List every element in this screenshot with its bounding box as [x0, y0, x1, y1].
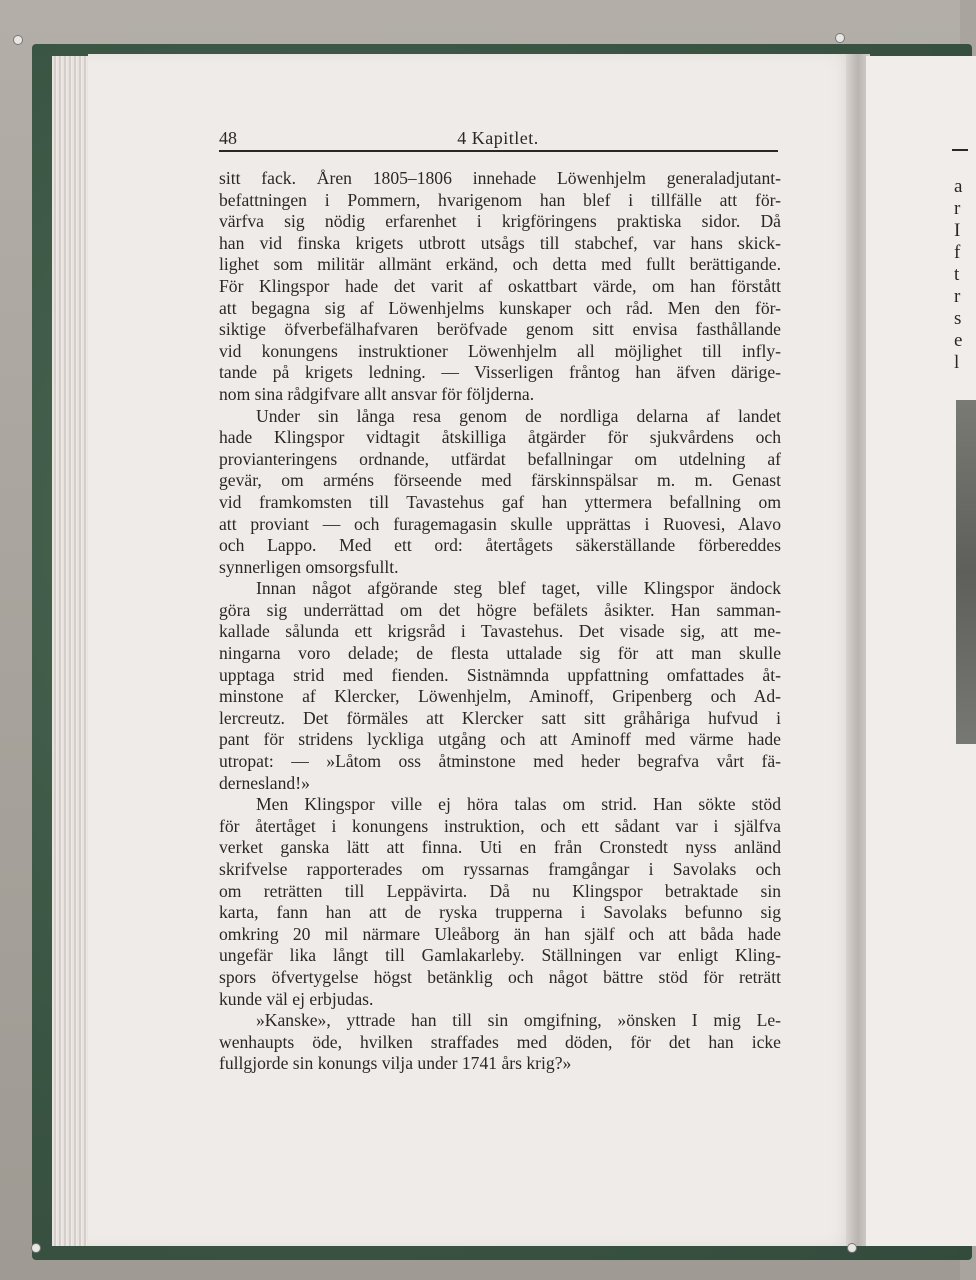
text-line: upptaga strid med fienden. Sistnämnda uppfattning omfattades åt- — [219, 664, 781, 685]
text-line: göra sig underrättad om det högre befälets åsikter. Han samman- — [219, 599, 781, 620]
paragraph — [219, 578, 781, 794]
text-line: Innan något afgörande steg blef taget, ville Klingspor ändock — [256, 578, 781, 599]
facing-page-letter: a — [954, 176, 963, 197]
page-number: 48 — [219, 128, 237, 148]
text-line: omkring 20 mil närmare Uleåborg än han själf och att båda hade — [219, 923, 781, 944]
pin-bottom-right — [848, 1244, 856, 1252]
text-line: siktige öfverbefälhafvaren beröfvade genom sitt envisa fasthållande — [219, 319, 781, 340]
facing-page-letter: e — [954, 330, 963, 351]
text-line: gevär, om arméns förseende med färskinnspälsar m. m. Genast — [219, 470, 781, 491]
text-line: karta, fann han att de ryska trupperna i Savolaks befunno sig — [219, 902, 781, 923]
text-line: vid konungens instruktioner Löwenhjelm all möjlighet till infly- — [219, 340, 781, 361]
facing-page-rule — [952, 149, 968, 151]
text-line: wenhaupts öde, hvilken straffades med döden, för det han icke — [219, 1031, 781, 1052]
text-line: kunde väl ej erbjudas. — [219, 988, 374, 1009]
text-line: tande på krigets ledning. — Visserligen fråntog han äfven därige- — [219, 362, 781, 383]
paragraph — [219, 794, 781, 1010]
pin-top-left — [14, 36, 22, 44]
text-line: lighet som militär allmänt erkänd, och detta med fullt berättigande. — [219, 254, 781, 275]
text-line: att proviant — och furagemagasin skulle upprättas i Ruovesi, Alavo — [219, 513, 781, 534]
text-line: Under sin långa resa genom de nordliga delarna af landet — [256, 405, 781, 426]
text-line: synnerligen omsorgsfullt. — [219, 556, 399, 577]
facing-page-letter: r — [954, 198, 961, 219]
facing-page-letter: I — [954, 220, 961, 241]
text-line: provianteringens ordnande, utfärdat befallningar om utdelning af — [219, 448, 781, 469]
text-line: nom sina rådgifvare allt ansvar för följderna. — [219, 383, 535, 404]
facing-page-letter: l — [954, 352, 960, 373]
facing-page-letter: s — [954, 308, 962, 329]
text-line: sitt fack. Åren 1805–1806 innehade Löwenhjelm generaladjutant- — [219, 168, 781, 188]
facing-page-letter: r — [954, 286, 961, 307]
body-text — [219, 168, 781, 1075]
paragraph — [219, 1010, 781, 1075]
text-line: hade Klingspor vidtagit åtskilliga åtgärder för sjukvårdens och — [219, 427, 781, 448]
text-line: ungefär lika långt till Gamlakarleby. Ställningen var enligt Kling- — [219, 945, 781, 966]
text-line: ningarna voro delade; de flesta uttalade sig för att man skulle — [219, 643, 781, 664]
text-line: vid framkomsten till Tavastehus gaf han yttermera befallning om — [219, 491, 781, 512]
facing-page-letter: f — [954, 242, 961, 263]
header-rule — [219, 150, 778, 152]
text-line: om reträtten till Leppävirta. Då nu Klingspor betraktade sin — [219, 880, 781, 901]
text-line: utropat: — »Låtom oss åtminstone med heder begrafva vårt fä- — [219, 751, 781, 772]
text-line: fullgjorde sin konungs vilja under 1741 års krig?» — [219, 1053, 572, 1074]
pin-top-right — [836, 34, 844, 42]
text-line: att begagna sig af Löwenhjelms kunskaper och råd. Men den för- — [219, 297, 781, 318]
text-line: befattningen i Pommern, hvarigenom han blef i tillfälle att för- — [219, 189, 781, 210]
facing-page-photo — [956, 400, 976, 744]
text-line: han vid finska krigets utbrott utsågs till stabchef, var hans skick- — [219, 232, 781, 253]
text-line: verket ganska lätt att finna. Uti en från Cronstedt nyss anländ — [219, 837, 781, 858]
text-line: minstone af Klercker, Löwenhjelm, Aminoff, Gripenberg och Ad- — [219, 686, 781, 707]
paragraph — [219, 168, 781, 406]
text-line: spors öfvertygelse högst betänklig och något bättre stöd för reträtt — [219, 966, 781, 987]
text-line: dernesland!» — [219, 772, 310, 793]
text-line: pant för stridens lyckliga utgång och att Aminoff med värme hade — [219, 729, 781, 750]
text-line: kallade sålunda ett krigsråd i Tavastehus. Det visade sig, att me- — [219, 621, 781, 642]
text-line: skrifvelse rapporterades om ryssarnas framgångar i Savolaks och — [219, 859, 781, 879]
paragraph — [219, 406, 781, 579]
text-line: lercreutz. Det förmäles att Klercker satt sitt gråhåriga hufvud i — [219, 707, 781, 728]
facing-page-letter: t — [954, 264, 960, 285]
pin-bottom-left — [32, 1244, 40, 1252]
text-line: och Lappo. Med ett ord: återtågets säkerställande förbereddes — [219, 535, 781, 556]
facing-page-text — [954, 176, 968, 374]
text-line: För Klingspor hade det varit af oskattbart värde, om han förstått — [219, 275, 781, 296]
text-line: värfva sig nödig erfarenhet i krigföringens praktiska sidor. Då — [219, 211, 781, 232]
running-title: 4 Kapitlet. — [457, 128, 539, 148]
text-line: »Kanske», yttrade han till sin omgifning, »önsken I mig Le- — [256, 1010, 781, 1031]
text-line: Men Klingspor ville ej höra talas om strid. Han sökte stöd — [256, 794, 781, 815]
text-line: för återtåget i konungens instruktion, och ett sådant var i själfva — [219, 815, 781, 836]
